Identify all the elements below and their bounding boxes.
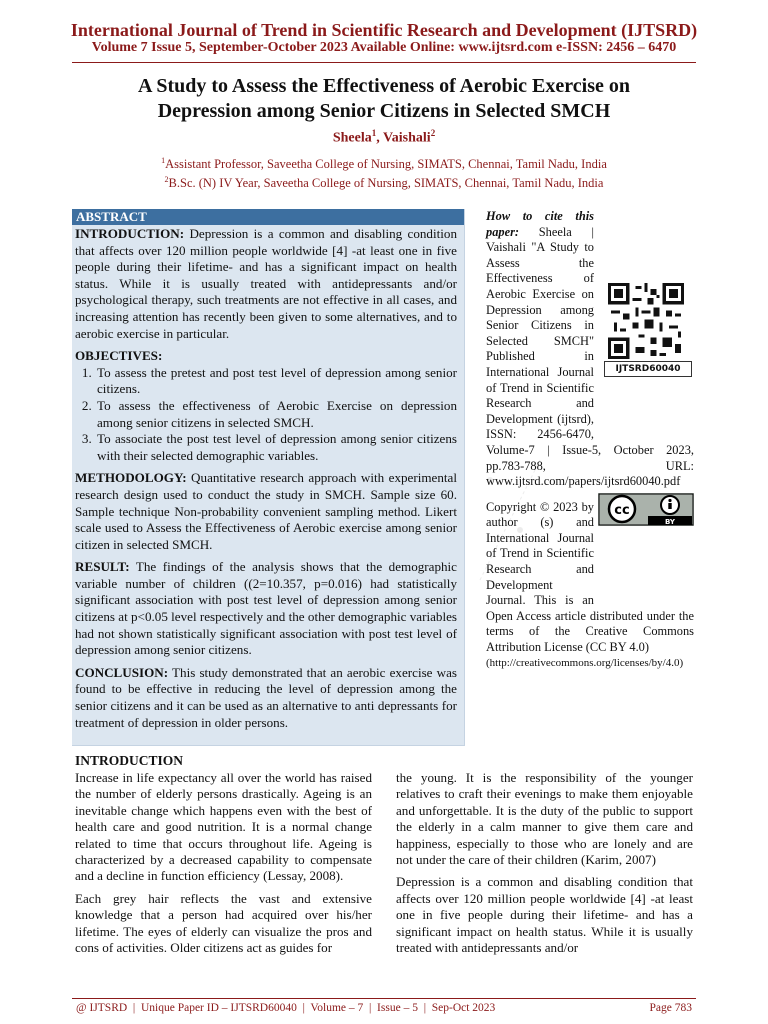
result-text: The findings of the analysis shows that the demographic variable number of children ((2=10.357, p=0.016) had statistically significant association with post test level of depression among senior citizens at p<0.05 level respectively and the other demographic variables had not shown statistically significant association with post test level of depression among senior citizens. — [75, 559, 457, 658]
cite-text: Sheela | Vaishali "A Study to Assess the Effectiveness of Aerobic Exercise on Depression among Senior Citizens in Selected SMCH" Published in International Journal of Trend in Scientific Research and Development (ijtsrd), ISSN: 2456-6470, Volume-7 | Issue-5, October 2023, pp.783-788, URL: www.ijtsrd.com/papers/ijtsrd60040.pdf — [486, 224, 694, 489]
page-number: Page 783 — [649, 1002, 692, 1014]
aff-2-sup: 2 — [164, 175, 169, 184]
objective-item: 1. To assess the pretest and post test level of depression among senior citizens. — [95, 365, 457, 398]
author-1: Sheela — [332, 130, 372, 146]
abstract-methodology — [75, 470, 457, 553]
cc-by-license-icon[interactable] — [598, 493, 694, 526]
author-2-sup: 2 — [430, 128, 436, 138]
affiliation-1 — [0, 156, 768, 172]
abstract-introduction — [75, 226, 457, 342]
author-1-sup: 1 — [371, 128, 377, 138]
author-separator: , — [376, 130, 383, 146]
aff-1-sup: 1 — [161, 156, 166, 165]
methodology-label: METHODOLOGY: — [75, 470, 187, 486]
aff-2-text: B.Sc. (N) IV Year, Saveetha College of Nursing, SIMATS, Chennai, Tamil Nadu, India — [168, 176, 604, 191]
intro-paragraph-3: the young. It is the responsibility of the younger relatives to craft their evenings to make them enjoyable and unforgettable. It is the duty of the public to support the elderly in a calm manner to give them care and happiness, especially to those who are lonely and are not under the care of their children (Karim, 2007) — [396, 770, 693, 868]
abstract-conclusion — [75, 665, 457, 731]
qr-code-icon — [608, 283, 684, 359]
citation-block — [486, 209, 694, 671]
abstract-heading: ABSTRACT — [72, 209, 464, 225]
page-footer — [76, 1002, 692, 1014]
conclusion-label: CONCLUSION: — [75, 664, 169, 680]
abstract-body — [75, 226, 457, 737]
qr-id-label: IJTSRD60040 — [604, 361, 692, 377]
abstract-result — [75, 559, 457, 659]
introduction-heading: INTRODUCTION — [75, 753, 184, 768]
methodology-text: Quantitative research approach with experimental research design used to conduct the study in SMCH. Sample size 60. Sample technique Non-probability convenient sampling method. Likert scale used to Assess the Effectiveness of Aerobic exercise among senior citizen in selected SMCH. — [75, 470, 457, 552]
journal-name: International Journal of Trend in Scientific Research and Development (IJTSRD) — [70, 20, 698, 40]
cc-float-spacer — [594, 562, 694, 602]
intro-text: Depression is a common and disabling condition that affects over 120 million people worldwide [4] -at least one in five people during their lifetime- and has a significant impact on health status. While it is usually treated with antidepressants and/or psychological therapy, such treatments are not effective in all cases, and increasing attention has recently been given to some alternatives, and to aerobic exercise in particular. — [75, 226, 457, 341]
intro-paragraph-2: Each grey hair reflects the vast and extensive knowledge that a person had acquired over his/her lifetime. The eyes of elderly can visualize the pros and cons of activities. Older citizens act as guides for — [75, 890, 372, 956]
affiliation-2 — [0, 175, 768, 191]
copyright-text: Copyright © 2023 by author (s) and International Journal of Trend in Scientific Research and Development Journal. This is an Open Access article distributed under the terms of the Creative Commons Attribution License (CC BY 4.0) — [486, 499, 694, 655]
author-2: Vaishali — [382, 130, 431, 146]
body-column-right — [396, 770, 693, 962]
cite-colon: : — [514, 224, 520, 239]
result-label: RESULT: — [75, 559, 130, 575]
conclusion-text: This study demonstrated that an aerobic exercise was found to be effective in reducing the level of depression among the senior citizens and it can be used as an alternative to anti depressants for treatment of depression in older persons. — [75, 664, 457, 730]
header-divider — [72, 62, 696, 63]
footer-info: @ IJTSRD | Unique Paper ID – IJTSRD60040 | Volume – 7 | Issue – 5 | Sep-Oct 2023 — [76, 1002, 496, 1014]
body-column-left — [75, 770, 372, 962]
objectives-label: OBJECTIVES: — [75, 348, 163, 364]
objectives-list — [75, 365, 457, 465]
footer-divider — [72, 998, 696, 999]
authors — [0, 128, 768, 147]
paper-title — [60, 74, 708, 124]
by-symbol: BY — [664, 518, 676, 526]
issue-info: Volume 7 Issue 5, September-October 2023 Available Online: www.ijtsrd.com e-ISSN: 2456 – 6470 — [91, 40, 677, 55]
intro-paragraph-4: Depression is a common and disabling condition that affects over 120 million people worldwide [4] -at least one in five people during their lifetime- and has a significant impact on health status. While it is usually treated with antidepressants and/or — [396, 874, 693, 956]
license-url[interactable]: (http://creativecommons.org/licenses/by/4.0) — [486, 656, 684, 669]
aff-1-text: Assistant Professor, Saveetha College of Nursing, SIMATS, Chennai, Tamil Nadu, India — [165, 157, 607, 172]
cite-label: How to cite this paper — [486, 209, 594, 239]
title-line-2: Depression among Senior Citizens in Selected SMCH — [157, 100, 611, 122]
title-line-1: A Study to Assess the Effectiveness of Aerobic Exercise on — [137, 75, 630, 97]
objective-item: 2. To assess the effectiveness of Aerobic Exercise on depression among senior citizens in selected SMCH. — [95, 398, 457, 431]
intro-paragraph-1: Increase in life expectancy all over the world has raised the number of elderly persons drastically. Ageing is an inevitable change which happens even with the best of health care and good nutrition. It is a normal change related to time that occurs throughout life. Ageing is characterized by a decreased capability to compensate and a decline in function efficiency (Lessay, 2008). — [75, 770, 372, 884]
intro-label: INTRODUCTION: — [75, 226, 185, 241]
cc-symbol: cc — [614, 503, 630, 518]
objective-item: 3. To associate the post test level of depression among senior citizens with their selected demographic variables. — [95, 431, 457, 464]
